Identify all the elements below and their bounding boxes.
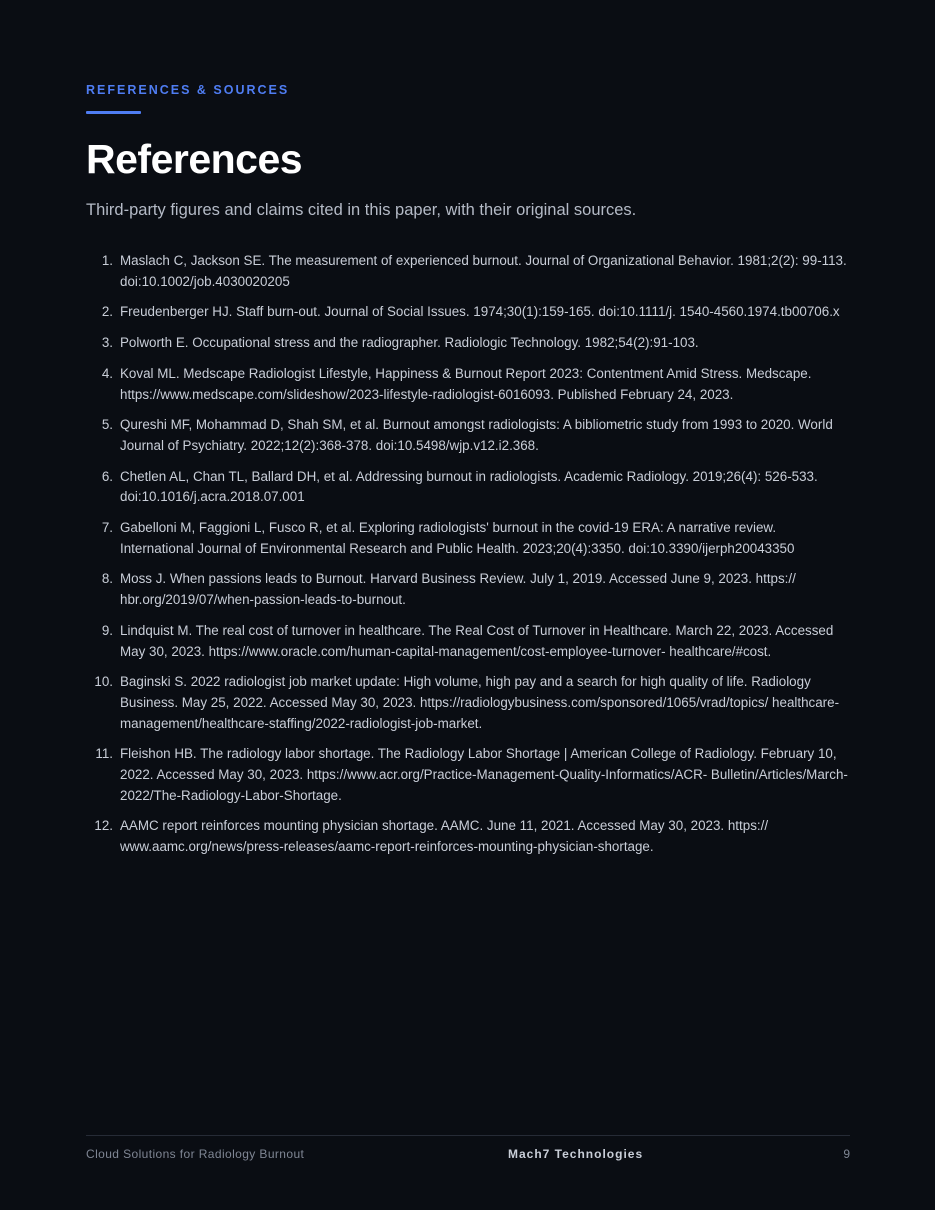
reference-item-10 (86, 672, 850, 734)
reference-item-12 (86, 816, 850, 857)
document-page (86, 0, 850, 1210)
reference-text: Fleishon HB. The radiology labor shortage. The Radiology Labor Shortage | American College of Radiology. February 10, 2022. Accessed May 30, 2023. https://www.acr.org/Practice-Management-Quality-Informatics/ACR- Bulletin/Articles/March-2022/The-Radiology-Labor-Shortage. (120, 746, 848, 803)
section-eyebrow: REFERENCES & SOURCES (86, 83, 290, 97)
reference-number: 12. (94, 818, 113, 834)
reference-text: Gabelloni M, Faggioni L, Fusco R, et al. Exploring radiologists' burnout in the covid-19 ERA: A narrative review. International Journal of Environmental Research and Public Health. 2023;20(4):3350. doi:10.3390/ijerph20043350 (120, 520, 795, 556)
reference-number: 5. (101, 417, 113, 433)
reference-item-8 (86, 569, 850, 610)
reference-list (86, 251, 850, 868)
reference-number: 6. (101, 468, 113, 484)
reference-text: Qureshi MF, Mohammad D, Shah SM, et al. Burnout amongst radiologists: A bibliometric study from 1993 to 2020. World Journal of Psychiatry. 2022;12(2):368-378. doi:10.5498/wjp.v12.i2.368. (120, 417, 833, 453)
reference-text: Polworth E. Occupational stress and the radiographer. Radiologic Technology. 1982;54(2):91-103. (120, 335, 699, 351)
reference-number: 11. (95, 746, 113, 762)
reference-text: Koval ML. Medscape Radiologist Lifestyle, Happiness & Burnout Report 2023: Contentment Amid Stress. Medscape. https://www.medscape.com/slideshow/2023-lifestyle-radiologist-6016093. Published February 24, 2023. (120, 365, 812, 402)
reference-number: 4. (101, 365, 113, 381)
page-title: References (86, 136, 303, 182)
page-subtitle: Third-party figures and claims cited in this paper, with their original sources. (86, 201, 637, 219)
footer-divider (86, 1135, 850, 1136)
reference-item-9 (86, 621, 850, 662)
eyebrow-accent-bar (86, 111, 141, 114)
reference-number: 9. (101, 622, 113, 638)
reference-item-2 (86, 302, 850, 323)
reference-text: Lindquist M. The real cost of turnover in healthcare. The Real Cost of Turnover in Healthcare. March 22, 2023. Accessed May 30, 2023. https://www.oracle.com/human-capital-management/cost-employee-turnover- healthcare/#cost. (120, 622, 834, 659)
reference-item-6 (86, 467, 850, 508)
reference-text: Baginski S. 2022 radiologist job market update: High volume, high pay and a search for high quality of life. Radiology Business. May 25, 2022. Accessed May 30, 2023. https://radiologybusiness.com/sponsored/1065/vrad/topics/ healthcare-management/healthcare-staffing/2022-radiologist-job-market. (120, 674, 840, 731)
reference-number: 1. (101, 253, 113, 268)
reference-item-11 (86, 744, 850, 806)
reference-number: 10. (94, 674, 113, 690)
reference-number: 3. (101, 335, 113, 351)
reference-item-4 (86, 364, 850, 405)
footer-company-name: Mach7 Technologies (508, 1147, 644, 1161)
reference-number: 7. (101, 520, 113, 536)
footer-page-number: 9 (843, 1147, 850, 1161)
reference-text: Freudenberger HJ. Staff burn-out. Journal of Social Issues. 1974;30(1):159-165. doi:10.1111/j. 1540-4560.1974.tb00706.x (120, 304, 840, 320)
reference-item-3 (86, 333, 850, 354)
reference-item-5 (86, 415, 850, 456)
footer-document-title: Cloud Solutions for Radiology Burnout (86, 1147, 305, 1161)
reference-text: Moss J. When passions leads to Burnout. Harvard Business Review. July 1, 2019. Accessed June 9, 2023. https:// hbr.org/2019/07/when-passion-leads-to-burnout. (120, 571, 796, 608)
reference-text: Chetlen AL, Chan TL, Ballard DH, et al. Addressing burnout in radiologists. Academic Radiology. 2019;26(4): 526-533. doi:10.1016/j.acra.2018.07.001 (120, 468, 818, 505)
reference-number: 2. (101, 304, 113, 320)
reference-text: AAMC report reinforces mounting physician shortage. AAMC. June 11, 2021. Accessed May 30, 2023. https:// www.aamc.org/news/press-releases/aamc-report-reinforces-mounting-physician-shortage. (120, 818, 769, 855)
reference-text: Maslach C, Jackson SE. The measurement of experienced burnout. Journal of Organizational Behavior. 1981;2(2): 99-113. doi:10.1002/job.4030020205 (120, 253, 847, 289)
reference-item-7 (86, 518, 850, 559)
reference-number: 8. (101, 571, 113, 587)
reference-item-1 (86, 251, 850, 292)
